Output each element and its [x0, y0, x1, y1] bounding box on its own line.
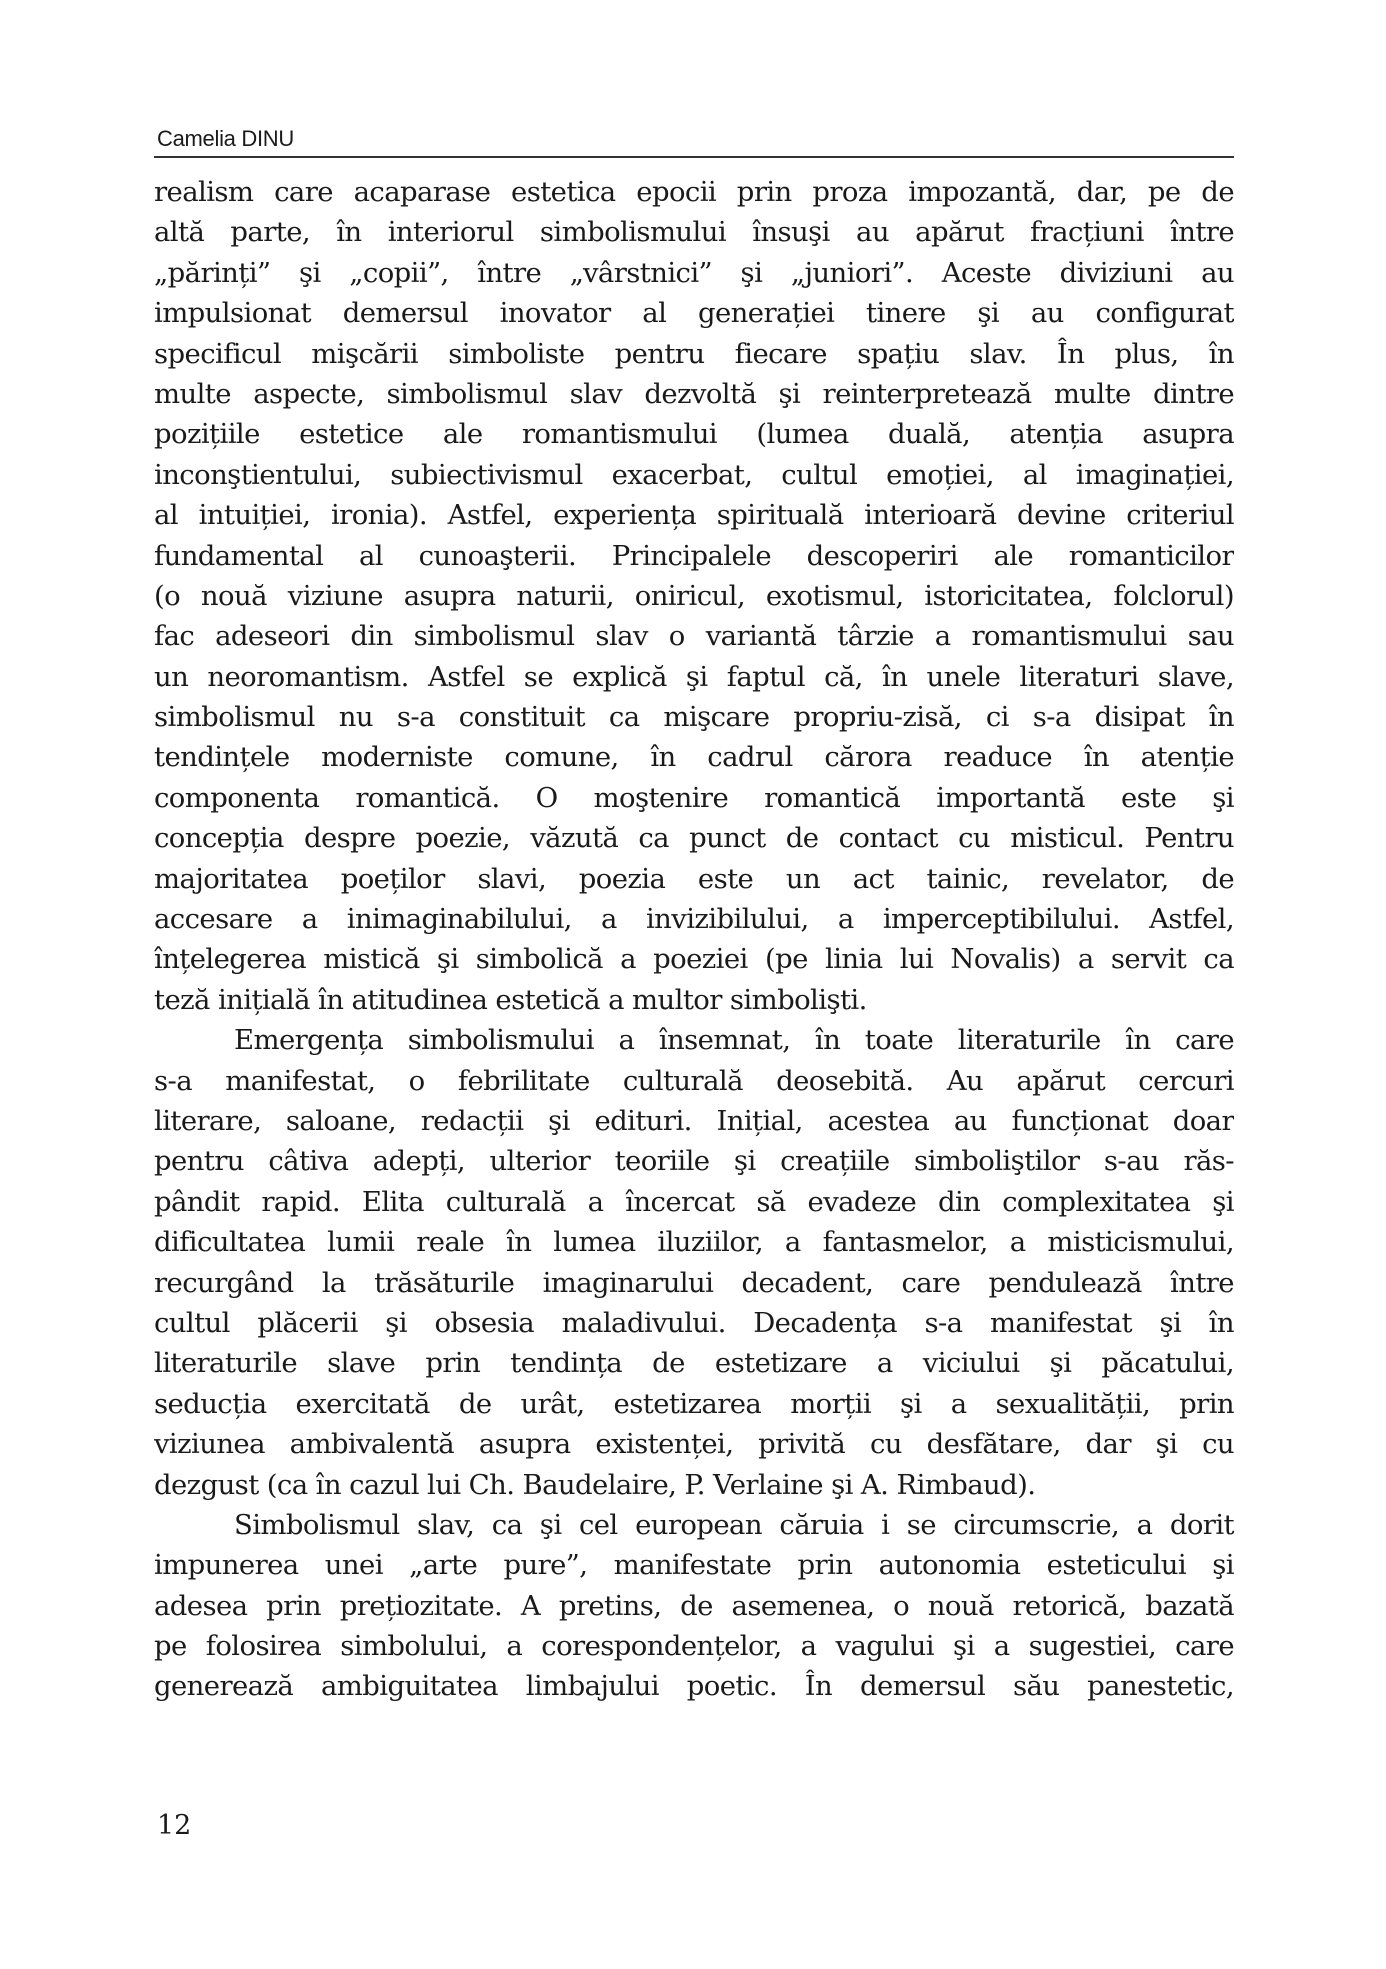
- text-line: recurgând la trăsăturile imaginarului decadent, care pendulează între: [154, 1266, 1234, 1299]
- text-line: literaturile slave prin tendința de estetizare a viciului şi păcatului,: [154, 1347, 1234, 1380]
- text-line: fundamental al cunoaşterii. Principalele descoperiri ale romanticilor: [154, 539, 1234, 572]
- paragraph: [154, 172, 1234, 1020]
- body-text: [154, 172, 1234, 1707]
- text-line: un neoromantism. Astfel se explică şi faptul că, în unele literaturi slave,: [154, 660, 1234, 693]
- page-number: 12: [157, 1810, 192, 1841]
- running-head-author: Camelia DINU: [157, 126, 294, 151]
- text-line: teză inițială în atitudinea estetică a multor simbolişti.: [154, 983, 867, 1016]
- text-line: pe folosirea simbolului, a corespondențelor, a vagului şi a sugestiei, care: [154, 1630, 1234, 1663]
- text-line: pozițiile estetice ale romantismului (lumea duală, atenția asupra: [154, 418, 1234, 451]
- text-line: Simbolismul slav, ca şi cel european căruia i se circumscrie, a dorit: [234, 1508, 1234, 1541]
- text-line: accesare a inimaginabilului, a invizibilului, a imperceptibilului. Astfel,: [154, 903, 1234, 936]
- text-line: viziunea ambivalentă asupra existenței, privită cu desfătare, dar şi cu: [154, 1428, 1234, 1461]
- text-line: majoritatea poeților slavi, poezia este un act tainic, revelator, de: [154, 862, 1234, 895]
- text-line: pândit rapid. Elita culturală a încercat să evadeze din complexitatea şi: [154, 1185, 1234, 1218]
- text-line: dezgust (ca în cazul lui Ch. Baudelaire, P. Verlaine şi A. Rimbaud).: [154, 1468, 1036, 1501]
- text-line: impunerea unei „arte pure”, manifestate prin autonomia esteticului şi: [154, 1549, 1234, 1582]
- text-line: al intuiției, ironia). Astfel, experiența spirituală interioară devine criteriul: [154, 499, 1234, 532]
- text-line: dificultatea lumii reale în lumea iluziilor, a fantasmelor, a misticismului,: [154, 1226, 1234, 1259]
- text-line: componenta romantică. O moştenire romantică importantă este şi: [154, 781, 1234, 814]
- text-line: Emergența simbolismului a însemnat, în toate literaturile în care: [234, 1024, 1234, 1057]
- text-line: inconştientului, subiectivismul exacerbat, cultul emoției, al imaginației,: [154, 458, 1234, 491]
- text-line: realism care acaparase estetica epocii prin proza impozantă, dar, pe de: [154, 176, 1234, 208]
- paragraph: [154, 1020, 1234, 1505]
- text-line: seducția exercitată de urât, estetizarea morții şi a sexualității, prin: [154, 1387, 1234, 1420]
- text-line: multe aspecte, simbolismul slav dezvoltă şi reinterpretează multe dintre: [154, 377, 1234, 410]
- text-line: generează ambiguitatea limbajului poetic. În demersul său panestetic,: [154, 1670, 1234, 1703]
- text-line: fac adeseori din simbolismul slav o variantă târzie a romantismului sau: [154, 620, 1234, 653]
- text-line: literare, saloane, redacții şi edituri. Inițial, acestea au funcționat doar: [154, 1104, 1234, 1137]
- text-line: concepția despre poezie, văzută ca punct de contact cu misticul. Pentru: [154, 822, 1234, 855]
- text-line: impulsionat demersul inovator al generației tinere şi au configurat: [154, 297, 1234, 330]
- text-line: simbolismul nu s-a constituit ca mişcare propriu-zisă, ci s-a disipat în: [154, 701, 1234, 734]
- text-line: adesea prin prețiozitate. A pretins, de asemenea, o nouă retorică, bazată: [154, 1589, 1234, 1622]
- text-line: „părinți” şi „copii”, între „vârstnici” şi „juniori”. Aceste diviziuni au: [154, 256, 1234, 289]
- text-line: specificul mişcării simboliste pentru fiecare spațiu slav. În plus, în: [154, 337, 1234, 370]
- text-line: pentru câtiva adepți, ulterior teoriile şi creațiile simboliştilor s-au răs-: [154, 1145, 1234, 1178]
- text-line: cultul plăcerii şi obsesia maladivului. Decadența s-a manifestat şi în: [154, 1306, 1234, 1339]
- paragraph: [154, 1505, 1234, 1707]
- text-line: altă parte, în interiorul simbolismului însuşi au apărut fracțiuni între: [154, 216, 1234, 249]
- text-line: tendințele moderniste comune, în cadrul cărora readuce în atenție: [154, 741, 1234, 774]
- header-rule: [154, 156, 1234, 158]
- text-line: s-a manifestat, o febrilitate culturală deosebită. Au apărut cercuri: [154, 1064, 1234, 1097]
- text-line: înțelegerea mistică şi simbolică a poeziei (pe linia lui Novalis) a servit ca: [154, 943, 1234, 976]
- text-line: (o nouă viziune asupra naturii, oniricul, exotismul, istoricitatea, folclorul): [154, 579, 1234, 612]
